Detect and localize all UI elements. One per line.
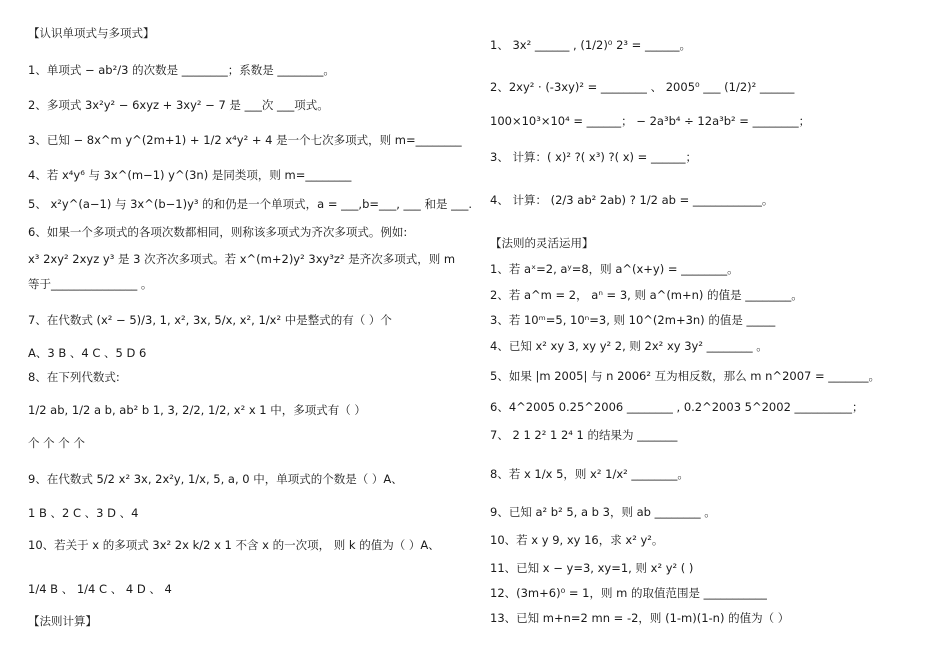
question-line: 6、如果一个多项式的各项次数都相同，则称该多项式为齐次多项式。例如: [28, 225, 408, 239]
answer-options: 个 个 个 个 [28, 436, 85, 450]
question-line: 8、在下列代数式: [28, 370, 120, 384]
question-line: 6、4^2005 0.25^2006 ________ , 0.2^2003 5^2002 __________； [490, 400, 864, 414]
question-line: x³ 2xy² 2xyz y³ 是 3 次齐次多项式。若 x^(m+2)y² 3xy³z² 是齐次多项式，则 m [28, 252, 456, 266]
question-line: 2、2xy² · (-3xy)² = ________ 、 2005⁰ ___ (1/2)² ______ [490, 80, 795, 94]
question-line: 9、在代数式 5/2 x² 3x, 2x²y, 1/x, 5, a, 0 中，单项式的个数是（ ）A、 [28, 472, 403, 486]
question-line: 3、已知 − 8x^m y^(2m+1) + 1/2 x⁴y² + 4 是一个七次多项式，则 m=________ [28, 133, 462, 147]
question-line: 11、已知 x − y=3, xy=1, 则 x² y² ( ) [490, 561, 694, 575]
section-heading: 【法则计算】 [28, 614, 97, 628]
question-line: 10、若 x y 9, xy 16，求 x² y²。 [490, 533, 664, 547]
question-line: 9、已知 a² b² 5, a b 3，则 ab ________ 。 [490, 505, 716, 519]
question-line: 100×10³×10⁴ = ______； − 2a³b⁴ ÷ 12a³b² = ________； [490, 114, 811, 128]
question-line: 13、已知 m+n=2 mn = -2，则 (1-m)(1-n) 的值为（ ） [490, 611, 790, 625]
question-line: 5、 x²y^(a−1) 与 3x^(b−1)y³ 的和仍是一个单项式，a = ___,b=___, ___ 和是 ___. [28, 197, 473, 211]
question-line: 4、已知 x² xy 3, xy y² 2, 则 2x² xy 3y² ________ 。 [490, 339, 768, 353]
question-line: 3、 计算：( x)² ?( x³) ?( x) = ______； [490, 150, 697, 164]
question-line: 1/2 ab, 1/2 a b, ab² b 1, 3, 2/2, 1/2, x² x 1 中，多项式有（ ） [28, 403, 366, 417]
question-line: 1、单项式 − ab²/3 的次数是 ________；系数是 ________。 [28, 63, 335, 77]
question-line: 5、如果 |m 2005| 与 n 2006² 互为相反数，那么 m n^2007 = _______。 [490, 369, 881, 383]
question-line: 1、若 aˣ=2, aʸ=8，则 a^(x+y) = ________。 [490, 262, 739, 276]
question-line: 8、若 x 1/x 5，则 x² 1/x² ________。 [490, 467, 689, 481]
question-line: 3、若 10ᵐ=5, 10ⁿ=3, 则 10^(2m+3n) 的值是 _____ [490, 313, 776, 327]
question-line: 7、在代数式 (x² − 5)/3, 1, x², 3x, 5/x, x², 1/x² 中是整式的有（ ）个 [28, 313, 392, 327]
question-line: 7、 2 1 2² 1 2⁴ 1 的结果为 _______ [490, 428, 678, 442]
answer-options: 1 B 、2 C 、3 D 、4 [28, 506, 139, 520]
question-line: 12、(3m+6)⁰ = 1，则 m 的取值范围是 ___________ [490, 586, 767, 600]
answer-options: 1/4 B 、 1/4 C 、 4 D 、 4 [28, 582, 172, 596]
question-line: 4、 计算： (2/3 ab² 2ab) ? 1/2 ab = ____________。 [490, 193, 774, 207]
answer-options: A、3 B 、4 C 、5 D 6 [28, 346, 147, 360]
question-line: 等于_______________ 。 [28, 277, 153, 291]
question-line: 10、若关于 x 的多项式 3x² 2x k/2 x 1 不含 x 的一次项， 则 k 的值为（ ）A、 [28, 538, 440, 552]
question-line: 2、若 a^m = 2， aⁿ = 3, 则 a^(m+n) 的值是 ________。 [490, 288, 803, 302]
question-line: 2、多项式 3x²y² − 6xyz + 3xy² − 7 是 ___次 ___项式。 [28, 98, 329, 112]
question-line: 4、若 x⁴y⁶ 与 3x^(m−1) y^(3n) 是同类项，则 m=________ [28, 168, 352, 182]
question-line: 1、 3x² ______ , (1/2)⁰ 2³ = ______。 [490, 38, 691, 52]
section-heading: 【认识单项式与多项式】 [28, 26, 155, 40]
section-heading: 【法则的灵活运用】 [490, 236, 594, 250]
